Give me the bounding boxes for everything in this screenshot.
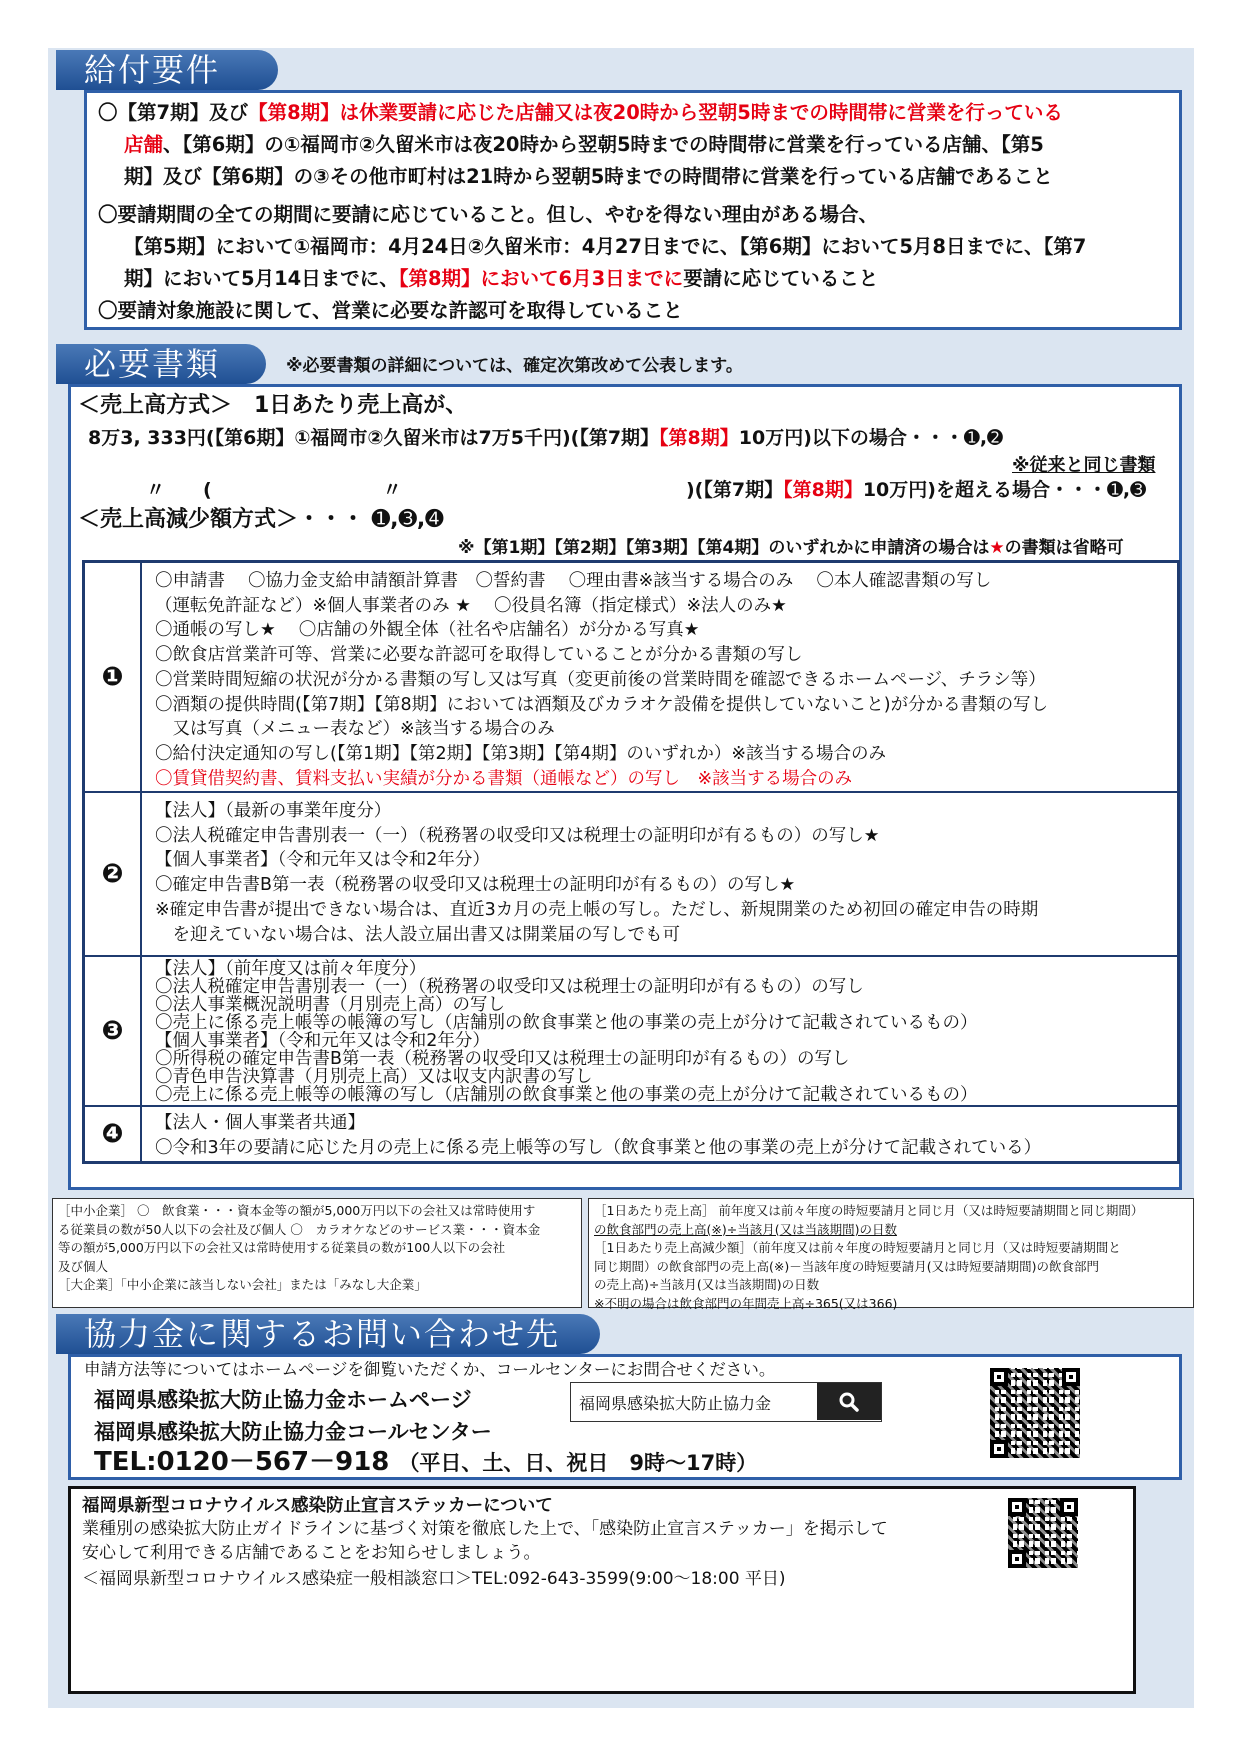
daily-sales-definition-note: ［1日あたり売上高］ 前年度又は前々年度の時短要請月と同じ月（又は時短要請期間と同じ期間） の飲食部門の売上高(※)÷当該月(又は当該期間)の日数 ［1日あたり売上高減少額］（前年度又は前々年度の時短要請月と同じ月（又は時短要請期間と 同じ期間）の飲食部門の売上高(※)－当該年度の時短要請月(又は時短要請期間)の飲食部門 の売上高)÷当該月(又は当該期間)の日数 ※不明の場合は飲食部門の年間売上高÷365(又は366) <box>588 1198 1194 1308</box>
table-row <box>85 1105 1177 1161</box>
call-center-tel: TEL:0120－567－918 （平日、土、日、祝日 9時～17時） <box>94 1447 758 1477</box>
req-line-1: 〇【第7期】及び【第8期】は休業要請に応じた店舗又は夜20時から翌朝5時までの時間帯に営業を行っている <box>98 101 1063 124</box>
sticker-title: 福岡県新型コロナウイルス感染防止宣言ステッカーについて <box>82 1496 553 1516</box>
search-box[interactable] <box>570 1382 882 1422</box>
omission-note: ※【第1期】【第2期】【第3期】【第4期】のいずれかに申請済の場合は★の書類は省略可 <box>458 538 1124 558</box>
search-icon <box>838 1391 860 1413</box>
sales-method-line-1: 8万3, 333円(【第6期】①福岡市②久留米市は7万5千円)(【第7期】【第8期】10万円)以下の場合・・・➊,➋ <box>88 427 1003 449</box>
search-button[interactable] <box>817 1383 881 1420</box>
row-content: 〇申請書 〇協力金支給申請額計算書 〇誓約書 〇理由書※該当する場合のみ 〇本人確認書類の写し （運転免許証など）※個人事業者のみ ★ 〇役員名簿（指定様式）※法人のみ★ 〇通帳の写し★ 〇店舗の外観全体（社名や店舗名）が分かる写真★ 〇飲食店営業許可等、営業に必要な許認可を取得していることが分かる書類の写し 〇営業時間短縮の状況が分かる書類の写し又は写真（変更前後の営業時間を確認できるホームページ、チラシ等） 〇酒類の提供時間(【第7期】【第8期】においては酒類及びカラオケ設備を提供していないこと)が分かる書類の写し 又は写真（メニュー表など）※該当する場合のみ 〇給付決定通知の写し(【第1期】【第2期】【第3期】【第4期】のいずれか）※該当する場合のみ 〇賃貸借契約書、賃料支払い実績が分かる書類（通帳など）の写し ※該当する場合のみ <box>155 571 1049 789</box>
table-row <box>85 563 1177 791</box>
search-input[interactable] <box>577 1388 809 1416</box>
row-content: 【法人】（前年度又は前々年度分） 〇法人税確定申告書別表一（一）（税務署の収受印又は税理士の証明印が有るもの）の写し 〇法人事業概況説明書（月別売上高）の写し 〇売上に係る売上帳等の帳簿の写し（店舗別の飲食事業と他の事業の売上が分けて記載されているもの） 【個人事業者】（令和元年又は令和2年分） 〇所得税の確定申告書B第一表（税務署の収受印又は税理士の証明印が有るもの）の写し 〇青色申告決算書（月別売上高）又は収支内訳書の写し 〇売上に係る売上帳等の帳簿の写し（店舗別の飲食事業と他の事業の売上が分けて記載されているもの） <box>155 959 978 1105</box>
row-number: ❶ <box>85 563 142 791</box>
row-number: ❹ <box>85 1107 142 1161</box>
req-line-3: 期】及び【第6期】の③その他市町村は21時から翌朝5時までの時間帯に営業を行っている店舗であること <box>124 165 1053 188</box>
homepage-label: 福岡県感染拡大防止協力金ホームページ <box>94 1388 472 1412</box>
table-row <box>85 791 1177 955</box>
req-line-6: 期】において5月14日までに、【第8期】において6月3日までに要請に応じていること <box>124 267 879 290</box>
sticker-line-2: 安心して利用できる店舗であることをお知らせしましょう。 <box>82 1543 541 1563</box>
row-content: 【法人・個人事業者共通】 〇令和3年の要請に応じた月の売上に係る売上帳等の写し（飲食事業と他の事業の売上が分けて記載されている） <box>155 1113 1042 1158</box>
flyer-page <box>48 48 1194 1708</box>
req-line-5: 【第5期】において①福岡市：4月24日②久留米市：4月27日までに、【第6期】において5月8日までに、【第7 <box>124 235 1087 258</box>
contact-intro: 申請方法等についてはホームページを御覧いただくか、コールセンターにお問合せください。 <box>84 1360 776 1379</box>
req-line-2: 店舗、【第6期】の①福岡市②久留米市は夜20時から翌朝5時までの時間帯に営業を行っている店舗、【第5 <box>124 133 1044 156</box>
sales-method-line-2: )(【第7期】【第8期】10万円)を超える場合・・・➊,➌ <box>686 479 1147 501</box>
sales-method-line-2-ditto: 〃 ( 〃 <box>146 479 402 501</box>
row-content: 【法人】（最新の事業年度分） 〇法人税確定申告書別表一（一）（税務署の収受印又は税理士の証明印が有るもの）の写し★ 【個人事業者】（令和元年又は令和2年分） 〇確定申告書B第一表（税務署の収受印又は税理士の証明印が有るもの）の写し★ ※確定申告書が提出できない場合は、直近3カ月の売上帳の写し。ただし、新規開業のため初回の確定申告の時期 を迎えていない場合は、法人設立届出書又は開業届の写しでも可 <box>155 801 1039 945</box>
sme-definition-note: ［中小企業］ 〇 飲食業・・・資本金等の額が5,000万円以下の会社又は常時使用す る従業員の数が50人以下の会社及び個人 〇 カラオケなどのサービス業・・・資本金 等の額が5,000万円以下の会社又は常時使用する従業員の数が100人以下の会社 及び個人 ［大企業］「中小企業に該当しない会社」または「みなし大企業」 <box>52 1198 582 1308</box>
same-as-before-note: ※従来と同じ書類 <box>1012 455 1156 476</box>
documents-note: ※必要書類の詳細については、確定次第改めて公表します。 <box>286 356 743 376</box>
section-title-requirements: 給付要件 <box>56 50 278 90</box>
qr-code-icon <box>990 1368 1080 1458</box>
req-line-4: 〇要請期間の全ての期間に要請に応じていること。但し、やむを得ない理由がある場合、 <box>98 203 879 226</box>
section-title-documents: 必要書類 <box>56 344 266 384</box>
qr-code-icon <box>1008 1498 1078 1568</box>
reduction-method-heading: ＜売上高減少額方式＞・・・ ➊,➌,➍ <box>78 507 444 532</box>
call-center-label: 福岡県感染拡大防止協力金コールセンター <box>94 1420 492 1444</box>
section-title-contact: 協力金に関するお問い合わせ先 <box>56 1314 600 1354</box>
sticker-line-1: 業種別の感染拡大防止ガイドラインに基づく対策を徹底した上で、「感染防止宣言ステッカー」を掲示して <box>82 1519 888 1539</box>
table-row <box>85 955 1177 1105</box>
sales-method-heading: ＜売上高方式＞ 1日あたり売上高が、 <box>78 393 468 418</box>
row-number: ❸ <box>85 957 142 1105</box>
documents-table <box>82 560 1180 1164</box>
sticker-line-3: ＜福岡県新型コロナウイルス感染症一般相談窓口＞TEL:092-643-3599(9:00～18:00 平日) <box>82 1569 786 1589</box>
row-number: ❷ <box>85 793 142 955</box>
req-line-7: 〇要請対象施設に関して、営業に必要な許認可を取得していること <box>98 299 683 322</box>
